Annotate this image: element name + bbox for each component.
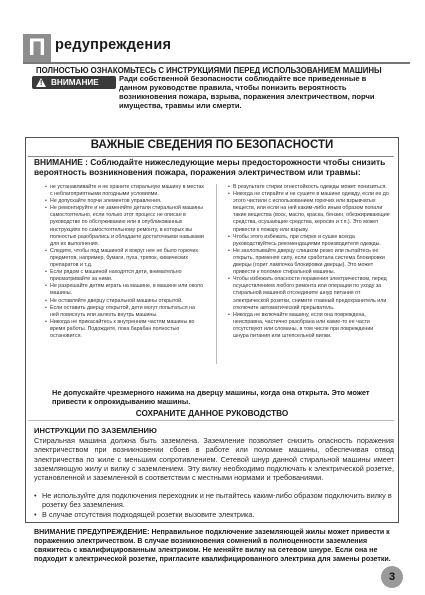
list-item: • Не оставляйте дверцу стиральной машины открытой. — [45, 298, 205, 305]
attention-badge-label: ВНИМАНИЕ — [51, 78, 99, 87]
door-pressure-note: Не допускайте чрезмерного нажима на дверцу машины, когда она открыта. Это может привести к опрокидыванию машины. — [52, 388, 370, 406]
list-item: • Никогда не включайте машину, если она повреждена, неисправна, частично разобрана или какие-то ее части отсутствуют или сломаны, в том числе при повреждении шнура питания или штепсельной вилки. — [228, 312, 390, 340]
page-title: редупреждения — [55, 37, 172, 53]
section-initial-block: П — [23, 34, 51, 62]
list-item: • Если рядом с машиной находятся дети, внимательно присматривайте за ними. — [45, 269, 205, 283]
list-item: • В случае отсутствия подходящей розетки вызовите электрика. — [34, 510, 394, 519]
grounding-title: ИНСТРУКЦИИ ПО ЗАЗЕМЛЕНИЮ — [34, 426, 157, 435]
list-item: • Если оставить дверцу открытой, дети могут попытаться на ней повиснуть или залезть внутрь машины. — [45, 305, 205, 319]
list-item: • Никогда не стирайте и не сушите в машине одежду, если ее до этого чистили с использованием горючих или взрывчатых веществ, или если на ней каким-либо иным образом попали такие вещества (воск, масло, краска, бензин, обезжиривающие средства, осушающие средства, керосин и т.п.). Это может привести к пожару или взрыву. — [228, 191, 390, 234]
exclamation-icon: ! — [40, 80, 43, 87]
grounding-list — [34, 491, 394, 519]
attention-text: Ради собственной безопасности соблюдайте все приведенные в данном руководстве правила, чтобы понизить вероятность возникновения пожара, взрыва, поражения электричеством, порчи имущества, травмы или смерти. — [119, 74, 375, 110]
list-item: • Не захлопывайте дверцу слишком резко или пытайтесь ее открыть, применяя силу, если сработала система блокировки дверцы (горит лампочка блокировки дверцы). Это может привести к поломке стиральной машины. — [228, 248, 390, 276]
list-item: • не устанавливайте и не храните стиральную машину в местах с неблагоприятными погодными условиями. — [45, 184, 205, 198]
list-item: • Не ремонтируйте и не заменяйте детали стиральной машины самостоятельно, если только этот процесс не описан в руководстве по обслуживанию или в опубликованных инструкциях по самостоятельному ремонту, в которых вы полностью разобрались и обладаете достаточными навыками для их выполнения. — [45, 205, 205, 248]
list-item: • Не разрешайте детям играть на машине, в машине или около машины. — [45, 283, 205, 297]
safety-list-left — [45, 184, 205, 340]
page-number-badge: 3 — [381, 566, 403, 588]
grounding-paragraph: Стиральная машина должна быть заземлена. Заземление позволяет снизить опасность поражения электричеством при возникновении сбоев в работе или поломке машины, обеспечивая отвод электричества по жиле с меньшим сопротивлением. Сетевой шнур данной стиральной машины имеет заземляющую жилу и вилку с заземлением. Эту вилку необходимо подключать к электрической розетке, установленной и заземленной в соответствии с местными нормами и требованиями. — [34, 436, 394, 483]
safety-list-right — [228, 184, 390, 340]
list-item: • В результате стирки огнестойкость одежды может понизиться. — [228, 184, 390, 191]
safety-lead: ВНИМАНИЕ : Соблюдайте нижеследующие меры предосторожности чтобы снизить вероятность возникновения пожара, поражения электричеством или травмы: — [34, 157, 386, 177]
instructions-subheading: ПОЛНОСТЬЮ ОЗНАКОМЬТЕСЬ С ИНСТРУКЦИЯМИ ПЕРЕД ИСПОЛЬЗОВАНИЕМ МАШИНЫ — [36, 66, 382, 75]
list-item: • Чтобы этого избежать, при стирке и сушке всегда руководствуйтесь рекомендациями производителя одежды. — [228, 234, 390, 248]
attention-badge — [32, 76, 116, 89]
list-item: • Чтобы избежать опасности поражения электричеством, перед осуществлением любого ремонта или операции по уходу за стиральной машиной отсоедините шнур питания от электрической розетки, снимите главный предохранитель или отключите автоматический прерыватель. — [228, 276, 390, 311]
keep-manual-heading: СОХРАНИТЕ ДАННОЕ РУКОВОДСТВО — [135, 409, 289, 418]
column-divider — [216, 184, 217, 364]
title-divider — [23, 62, 410, 64]
list-item: • Следите, чтобы под машиной и вокруг нее не было горючих предметов, например, бумаги, пуха, тряпок, химических препаратов и т.д. — [45, 248, 205, 269]
list-item: • Никогда не прикасайтесь к внутренним частям машины во время работы. Подождите, пока барабан полностью остановится. — [45, 319, 205, 340]
safety-title: ВАЖНЫЕ СВЕДЕНИЯ ПО БЕЗОПАСНОСТИ — [90, 139, 334, 151]
list-item: • Не допускайте порчи элементов управления. — [45, 198, 205, 205]
list-item: • Не используйте для подключения переходник и не пытайтесь каким-либо образом подключить вилку в розетку без заземления. — [34, 491, 394, 510]
keep-manual-divider — [28, 420, 394, 421]
grounding-warning: ВНИМАНИЕ ПРЕДУПРЕЖДЕНИЕ: Неправильное подключение заземляющей жилы может привести к поражению электричеством. В случае возникновения сомнений в полноценности заземления свяжитесь с квалифицированным электриком. Не меняйте вилку на сетевом шнуре. Если она не подходит к электрической розетке, пригласите квалифицированного электрика для замены розетки. — [34, 528, 391, 563]
